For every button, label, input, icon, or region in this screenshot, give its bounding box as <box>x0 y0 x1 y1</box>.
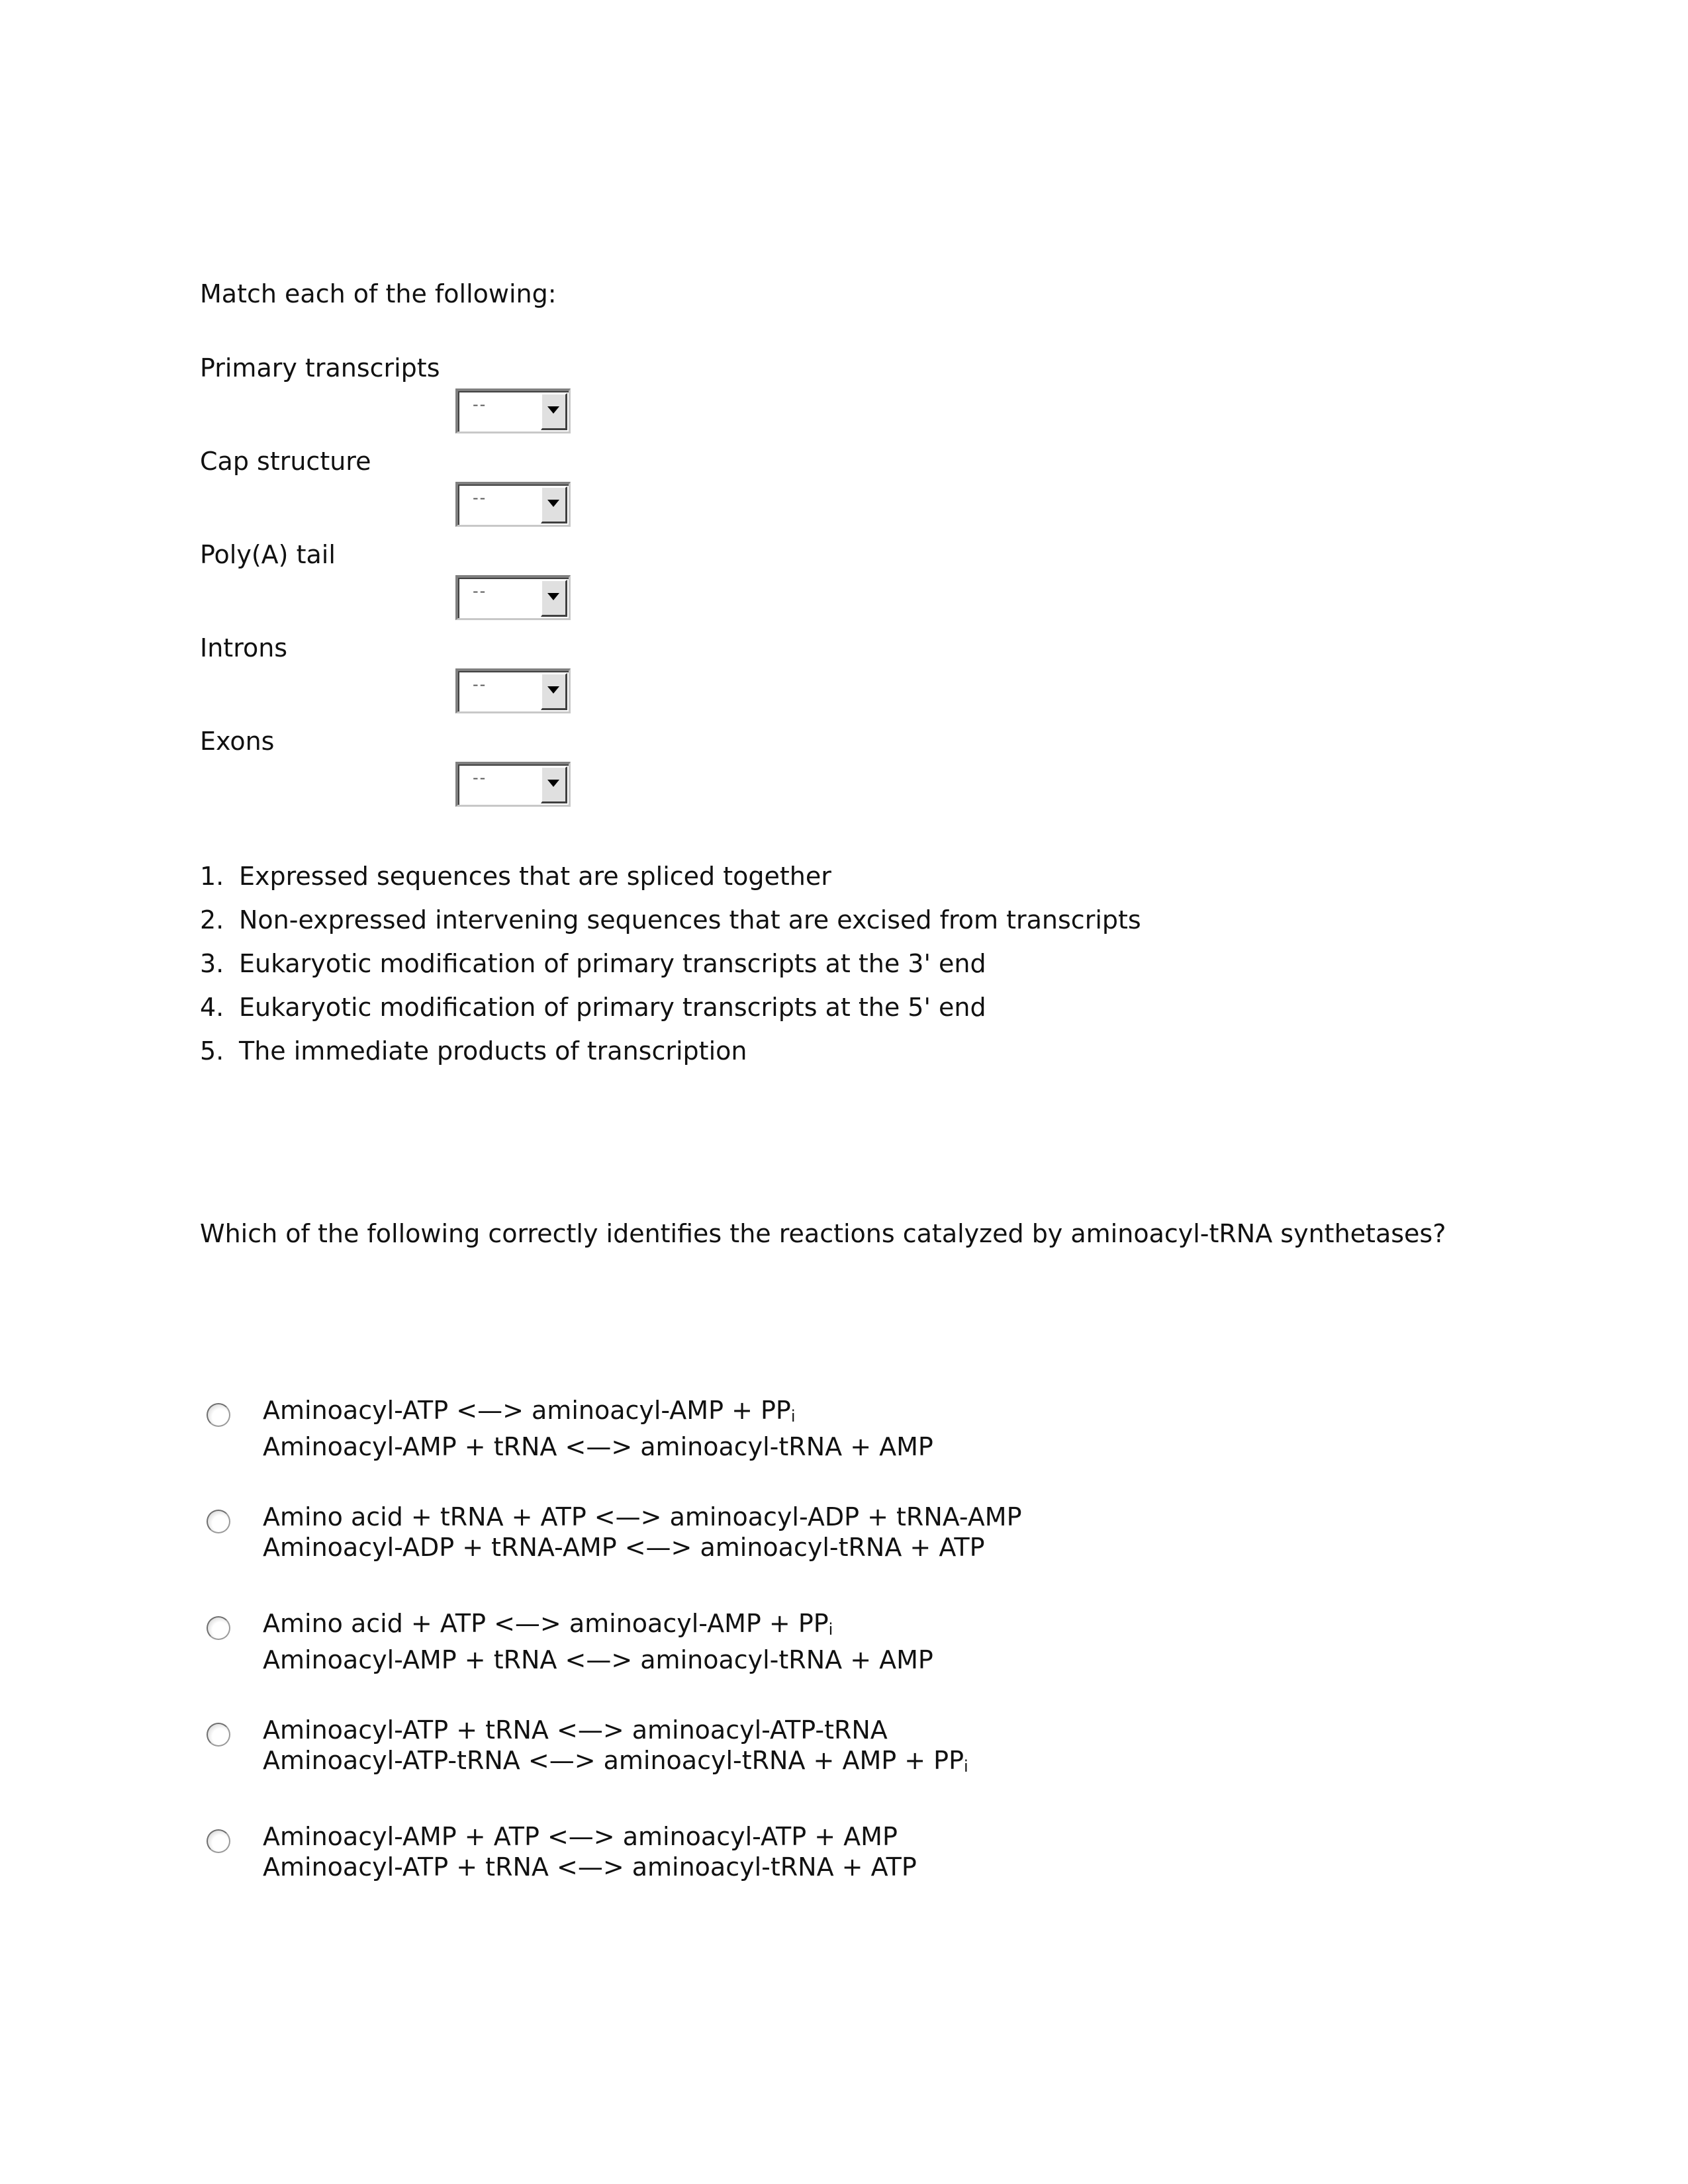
definition-item: 4. Eukaryotic modification of primary transcripts at the 5' end <box>200 993 986 1022</box>
term-label-introns: Introns <box>200 633 288 662</box>
chevron-down-icon <box>547 593 559 601</box>
match-select-introns[interactable] <box>455 668 571 713</box>
dropdown-button[interactable] <box>541 486 567 523</box>
match-select-primary-transcripts[interactable] <box>455 388 571 433</box>
radio-button[interactable] <box>207 1723 230 1747</box>
option-text: Aminoacyl-AMP + ATP <—> aminoacyl-ATP + AMP Aminoacyl-ATP + tRNA <—> aminoacyl-tRNA + ATP <box>263 1822 917 1882</box>
select-value: -- <box>473 395 487 414</box>
select-value: -- <box>473 768 487 787</box>
definition-item: 1. Expressed sequences that are spliced together <box>200 862 831 891</box>
dropdown-button[interactable] <box>541 580 567 617</box>
dropdown-button[interactable] <box>541 393 567 430</box>
radio-button[interactable] <box>207 1616 230 1640</box>
match-select-polya-tail[interactable] <box>455 575 571 620</box>
term-label-cap-structure: Cap structure <box>200 447 371 476</box>
definition-item: 3. Eukaryotic modification of primary transcripts at the 3' end <box>200 949 986 978</box>
select-value: -- <box>473 488 487 507</box>
select-value: -- <box>473 582 487 600</box>
chevron-down-icon <box>547 406 559 414</box>
chevron-down-icon <box>547 780 559 788</box>
mc-question-prompt: Which of the following correctly identifies the reactions catalyzed by aminoacyl-tRNA synthetases? <box>200 1219 1446 1248</box>
definition-list <box>200 859 1141 1077</box>
definition-item: 2. Non-expressed intervening sequences that are excised from transcripts <box>200 905 1141 934</box>
option-text: Amino acid + tRNA + ATP <—> aminoacyl-ADP + tRNA-AMP Aminoacyl-ADP + tRNA-AMP <—> aminoacyl-tRNA + ATP <box>263 1502 1022 1562</box>
term-label-exons: Exons <box>200 727 275 756</box>
term-label-polya-tail: Poly(A) tail <box>200 540 336 569</box>
option-text: Aminoacyl-ATP + tRNA <—> aminoacyl-ATP-tRNA Aminoacyl-ATP-tRNA <—> aminoacyl-tRNA + AMP + $PP_i$ <box>263 1715 968 1776</box>
select-value: -- <box>473 675 487 694</box>
chevron-down-icon <box>547 500 559 508</box>
match-select-exons[interactable] <box>455 762 571 807</box>
match-select-cap-structure[interactable] <box>455 482 571 527</box>
radio-button[interactable] <box>207 1403 230 1427</box>
definition-item: 5. The immediate products of transcription <box>200 1036 747 1066</box>
dropdown-button[interactable] <box>541 766 567 803</box>
radio-button[interactable] <box>207 1510 230 1533</box>
chevron-down-icon <box>547 686 559 694</box>
dropdown-button[interactable] <box>541 673 567 710</box>
radio-button[interactable] <box>207 1829 230 1853</box>
option-text: Aminoacyl-ATP <—> aminoacyl-AMP + $PP_i$ Aminoacyl-AMP + tRNA <—> aminoacyl-tRNA + AMP <box>263 1396 933 1461</box>
term-label-primary-transcripts: Primary transcripts <box>200 353 440 383</box>
option-text: Amino acid + ATP <—> aminoacyl-AMP + $PP_i$ Aminoacyl-AMP + tRNA <—> aminoacyl-tRNA + AMP <box>263 1609 933 1674</box>
matching-prompt: Match each of the following: <box>200 279 557 308</box>
